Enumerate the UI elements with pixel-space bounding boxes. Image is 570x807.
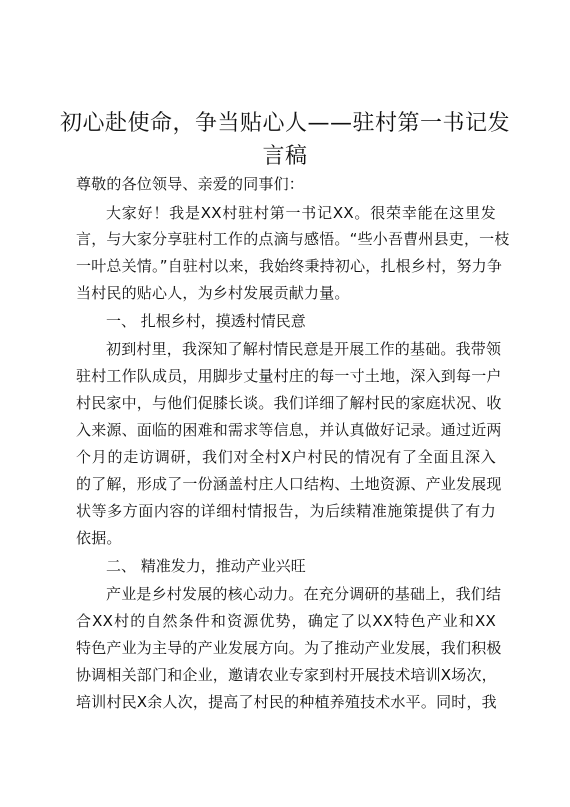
- section-heading: 二、 精准发力，推动产业兴旺: [106, 557, 306, 575]
- paragraph-line: 村民家中，与他们促膝长谈。我们详细了解村民的家庭状况、收: [76, 394, 502, 412]
- paragraph-line: 个月的走访调研，我们对全村X户村民的情况有了全面且深入: [76, 448, 496, 466]
- paragraph-line: 当村民的贴心人，为乡村发展贡献力量。: [76, 284, 350, 302]
- paragraph-line: 初到村里，我深知了解村情民意是开展工作的基础。我带领: [106, 340, 502, 358]
- paragraph-line: 的了解，形成了一份涵盖村庄人口结构、土地资源、产业发展现: [76, 475, 502, 493]
- salutation: 尊敬的各位领导、亲爱的同事们：: [76, 175, 305, 193]
- paragraph-line: 依据。: [76, 529, 122, 547]
- paragraph-line: 言，与大家分享驻村工作的点滴与感悟。“些小吾曹州县吏，一枝: [76, 230, 510, 248]
- paragraph-line: 驻村工作队成员，用脚步丈量村庄的每一寸土地，深入到每一户: [76, 367, 502, 385]
- paragraph-line: 产业是乡村发展的核心动力。在充分调研的基础上，我们结: [106, 585, 502, 603]
- paragraph-line: 合XX村的自然条件和资源优势，确定了以XX特色产业和XX: [76, 612, 496, 630]
- document-title-line-2: 言稿: [262, 144, 308, 169]
- paragraph-line: 培训村民X余人次，提高了村民的种植养殖技术水平。同时，我: [76, 693, 497, 711]
- document-title-line-1: 初心赴使命，争当贴心人——驻村第一书记发: [60, 111, 511, 136]
- section-heading: 一、 扎根乡村，摸透村情民意: [106, 312, 306, 330]
- paragraph-line: 特色产业为主导的产业发展方向。为了推动产业发展，我们积极: [76, 639, 502, 657]
- paragraph-line: 入来源、面临的困难和需求等信息，并认真做好记录。通过近两: [76, 421, 502, 439]
- paragraph-line: 状等多方面内容的详细村情报告，为后续精准施策提供了有力: [76, 502, 496, 520]
- paragraph-line: 一叶总关情。”自驻村以来，我始终秉持初心，扎根乡村，努力争: [76, 257, 503, 275]
- paragraph-line: 协调相关部门和企业，邀请农业专家到村开展技术培训X场次，: [76, 666, 497, 684]
- paragraph-line: 大家好！我是XX村驻村第一书记XX。很荣幸能在这里发: [106, 204, 496, 222]
